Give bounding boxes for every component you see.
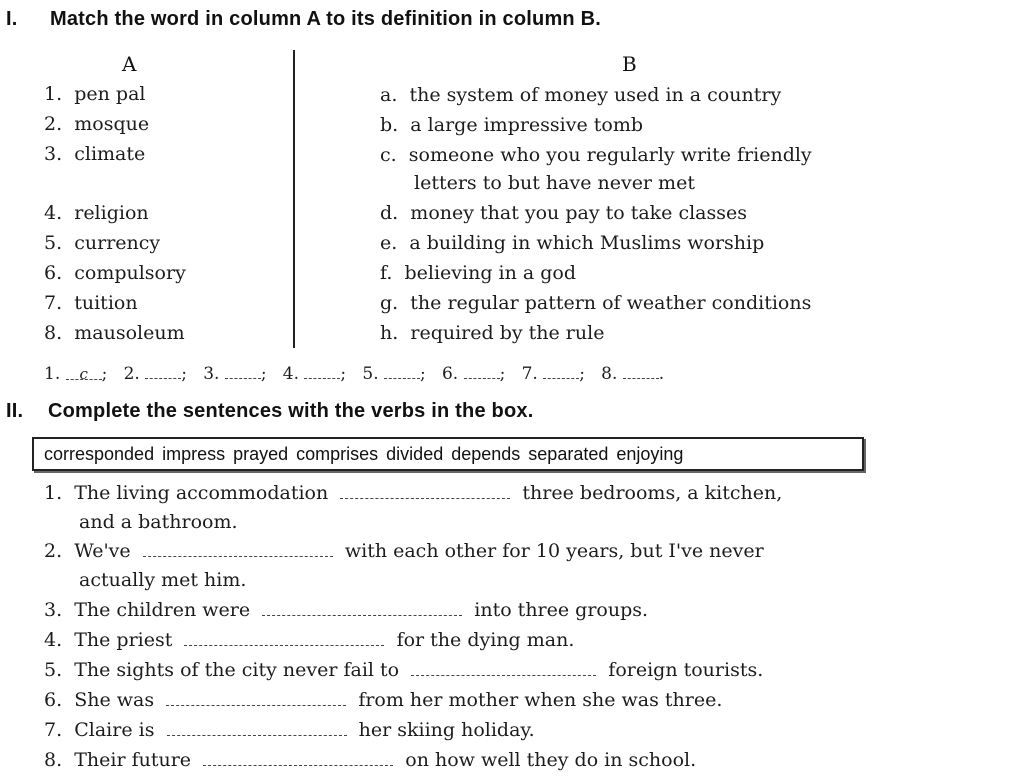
sentence-blank[interactable] (340, 484, 510, 499)
answer-slot: 6. ; (441, 364, 506, 384)
sentence-item (44, 540, 764, 562)
sentence-text-after: with each other for 10 years, but I've never (344, 540, 764, 562)
answer-slot: 4. ; (282, 364, 347, 384)
word-box-item: impress (162, 443, 226, 464)
answer-blank[interactable] (225, 364, 261, 379)
sentence-text-after: from her mother when she was three. (358, 689, 723, 711)
definition-text: a large impressive tomb (410, 114, 644, 136)
sentence-item (44, 749, 696, 771)
definition-letter: g. (380, 292, 399, 314)
column-b-header: B (622, 52, 637, 76)
section-2-numeral: II. (6, 400, 24, 422)
sentence-blank[interactable] (167, 721, 347, 736)
answer-slot: 3. ; (203, 364, 267, 384)
sentence-text-after: her skiing holiday. (358, 719, 535, 741)
definition-text: required by the rule (410, 322, 605, 344)
word-number: 7. (44, 292, 63, 314)
word-box-item: enjoying (616, 443, 684, 464)
sentence-number: 7. (44, 719, 63, 741)
sentence-continuation: actually met him. (79, 569, 247, 591)
definition-letter: a. (380, 84, 398, 106)
word-box-item: depends (451, 443, 521, 464)
definition-text: believing in a god (404, 262, 577, 284)
word-text: currency (74, 232, 161, 254)
answer-slot: 2. ; (123, 364, 187, 384)
sentence-text-after: foreign tourists. (608, 659, 764, 681)
column-divider (293, 50, 295, 348)
definition-text: a building in which Muslims worship (409, 232, 765, 254)
definition-letter: b. (380, 114, 399, 136)
word-item (44, 202, 149, 224)
answer-blank[interactable] (464, 364, 500, 379)
answer-blank[interactable]: c (66, 365, 102, 380)
verb-word-box (32, 437, 864, 471)
column-a-header: A (122, 52, 137, 76)
definition-text: someone who you regularly write friendly (408, 144, 812, 166)
sentence-continuation: and a bathroom. (79, 511, 238, 533)
word-item (44, 262, 186, 284)
sentence-item (44, 659, 763, 681)
definition-letter: d. (380, 202, 399, 224)
sentence-text-before: The children were (74, 599, 251, 621)
answer-line (44, 364, 664, 384)
word-text: mosque (74, 113, 150, 135)
word-text: compulsory (74, 262, 186, 284)
definition-item (380, 292, 811, 314)
sentence-blank[interactable] (184, 631, 384, 646)
word-item (44, 143, 145, 165)
answer-blank[interactable] (145, 364, 181, 379)
section-1-heading: Match the word in column A to its definition in column B. (50, 8, 602, 30)
sentence-text-after: on how well they do in school. (405, 749, 697, 771)
definition-item (380, 114, 643, 136)
answer-slot: 1. c ; (44, 364, 108, 384)
sentence-text-before: The living accommodation (74, 482, 329, 504)
sentence-blank[interactable] (166, 691, 346, 706)
sentence-text-before: We've (74, 540, 131, 562)
sentence-item (44, 689, 722, 711)
word-box-item: comprises (296, 443, 379, 464)
sentence-item (44, 599, 648, 621)
section-1-numeral: I. (6, 8, 18, 30)
word-text: tuition (74, 292, 138, 314)
definition-letter: h. (380, 322, 399, 344)
sentence-item (44, 482, 782, 504)
sentence-item (44, 719, 535, 741)
word-text: mausoleum (74, 322, 185, 344)
sentence-text-after: three bedrooms, a kitchen, (522, 482, 783, 504)
answer-slot: 5. ; (362, 364, 426, 384)
word-box-item: divided (386, 443, 444, 464)
word-number: 3. (44, 143, 63, 165)
sentence-number: 4. (44, 629, 63, 651)
definition-item (380, 144, 812, 166)
sentence-number: 5. (44, 659, 63, 681)
word-box-item: prayed (233, 443, 289, 464)
definition-item (380, 202, 747, 224)
definition-item (380, 232, 764, 254)
definition-item (380, 262, 576, 284)
sentence-text-after: for the dying man. (396, 629, 575, 651)
sentence-blank[interactable] (411, 661, 596, 676)
word-number: 4. (44, 202, 63, 224)
sentence-text-before: The sights of the city never fail to (74, 659, 400, 681)
section-2-heading: Complete the sentences with the verbs in the box. (48, 400, 534, 422)
word-box-item: separated (528, 443, 609, 464)
definition-letter: c. (380, 144, 397, 166)
sentence-item (44, 629, 574, 651)
sentence-number: 2. (44, 540, 63, 562)
sentence-number: 3. (44, 599, 63, 621)
definition-item (380, 84, 781, 106)
word-number: 2. (44, 113, 63, 135)
sentence-blank[interactable] (203, 751, 393, 766)
word-item (44, 232, 160, 254)
sentence-blank[interactable] (262, 601, 462, 616)
word-number: 8. (44, 322, 63, 344)
word-number: 5. (44, 232, 63, 254)
definition-text: money that you pay to take classes (410, 202, 748, 224)
word-item (44, 322, 185, 344)
answer-blank[interactable] (384, 364, 420, 379)
answer-blank[interactable] (304, 364, 340, 379)
word-item (44, 113, 149, 135)
word-text: pen pal (74, 83, 146, 105)
definition-text: the regular pattern of weather conditions (410, 292, 812, 314)
sentence-text-before: Claire is (74, 719, 155, 741)
definition-letter: e. (380, 232, 398, 254)
definition-item (380, 322, 604, 344)
sentence-text-after: into three groups. (474, 599, 649, 621)
answer-slot: 8. . (601, 364, 665, 384)
word-text: climate (74, 143, 146, 165)
word-number: 1. (44, 83, 63, 105)
sentence-text-before: The priest (74, 629, 173, 651)
definition-text-continued: letters to but have never met (414, 172, 695, 194)
definition-text: the system of money used in a country (409, 84, 782, 106)
answer-slot: 7. ; (521, 364, 585, 384)
word-number: 6. (44, 262, 63, 284)
sentence-text-before: Their future (74, 749, 192, 771)
sentence-number: 6. (44, 689, 63, 711)
word-box-item: corresponded (44, 443, 155, 464)
word-item (44, 292, 138, 314)
sentence-number: 8. (44, 749, 63, 771)
sentence-number: 1. (44, 482, 63, 504)
word-item (44, 83, 145, 105)
definition-letter: f. (380, 262, 393, 284)
sentence-blank[interactable] (143, 542, 333, 557)
sentence-text-before: She was (74, 689, 155, 711)
word-text: religion (74, 202, 149, 224)
answer-blank[interactable] (623, 364, 659, 379)
answer-blank[interactable] (543, 364, 579, 379)
